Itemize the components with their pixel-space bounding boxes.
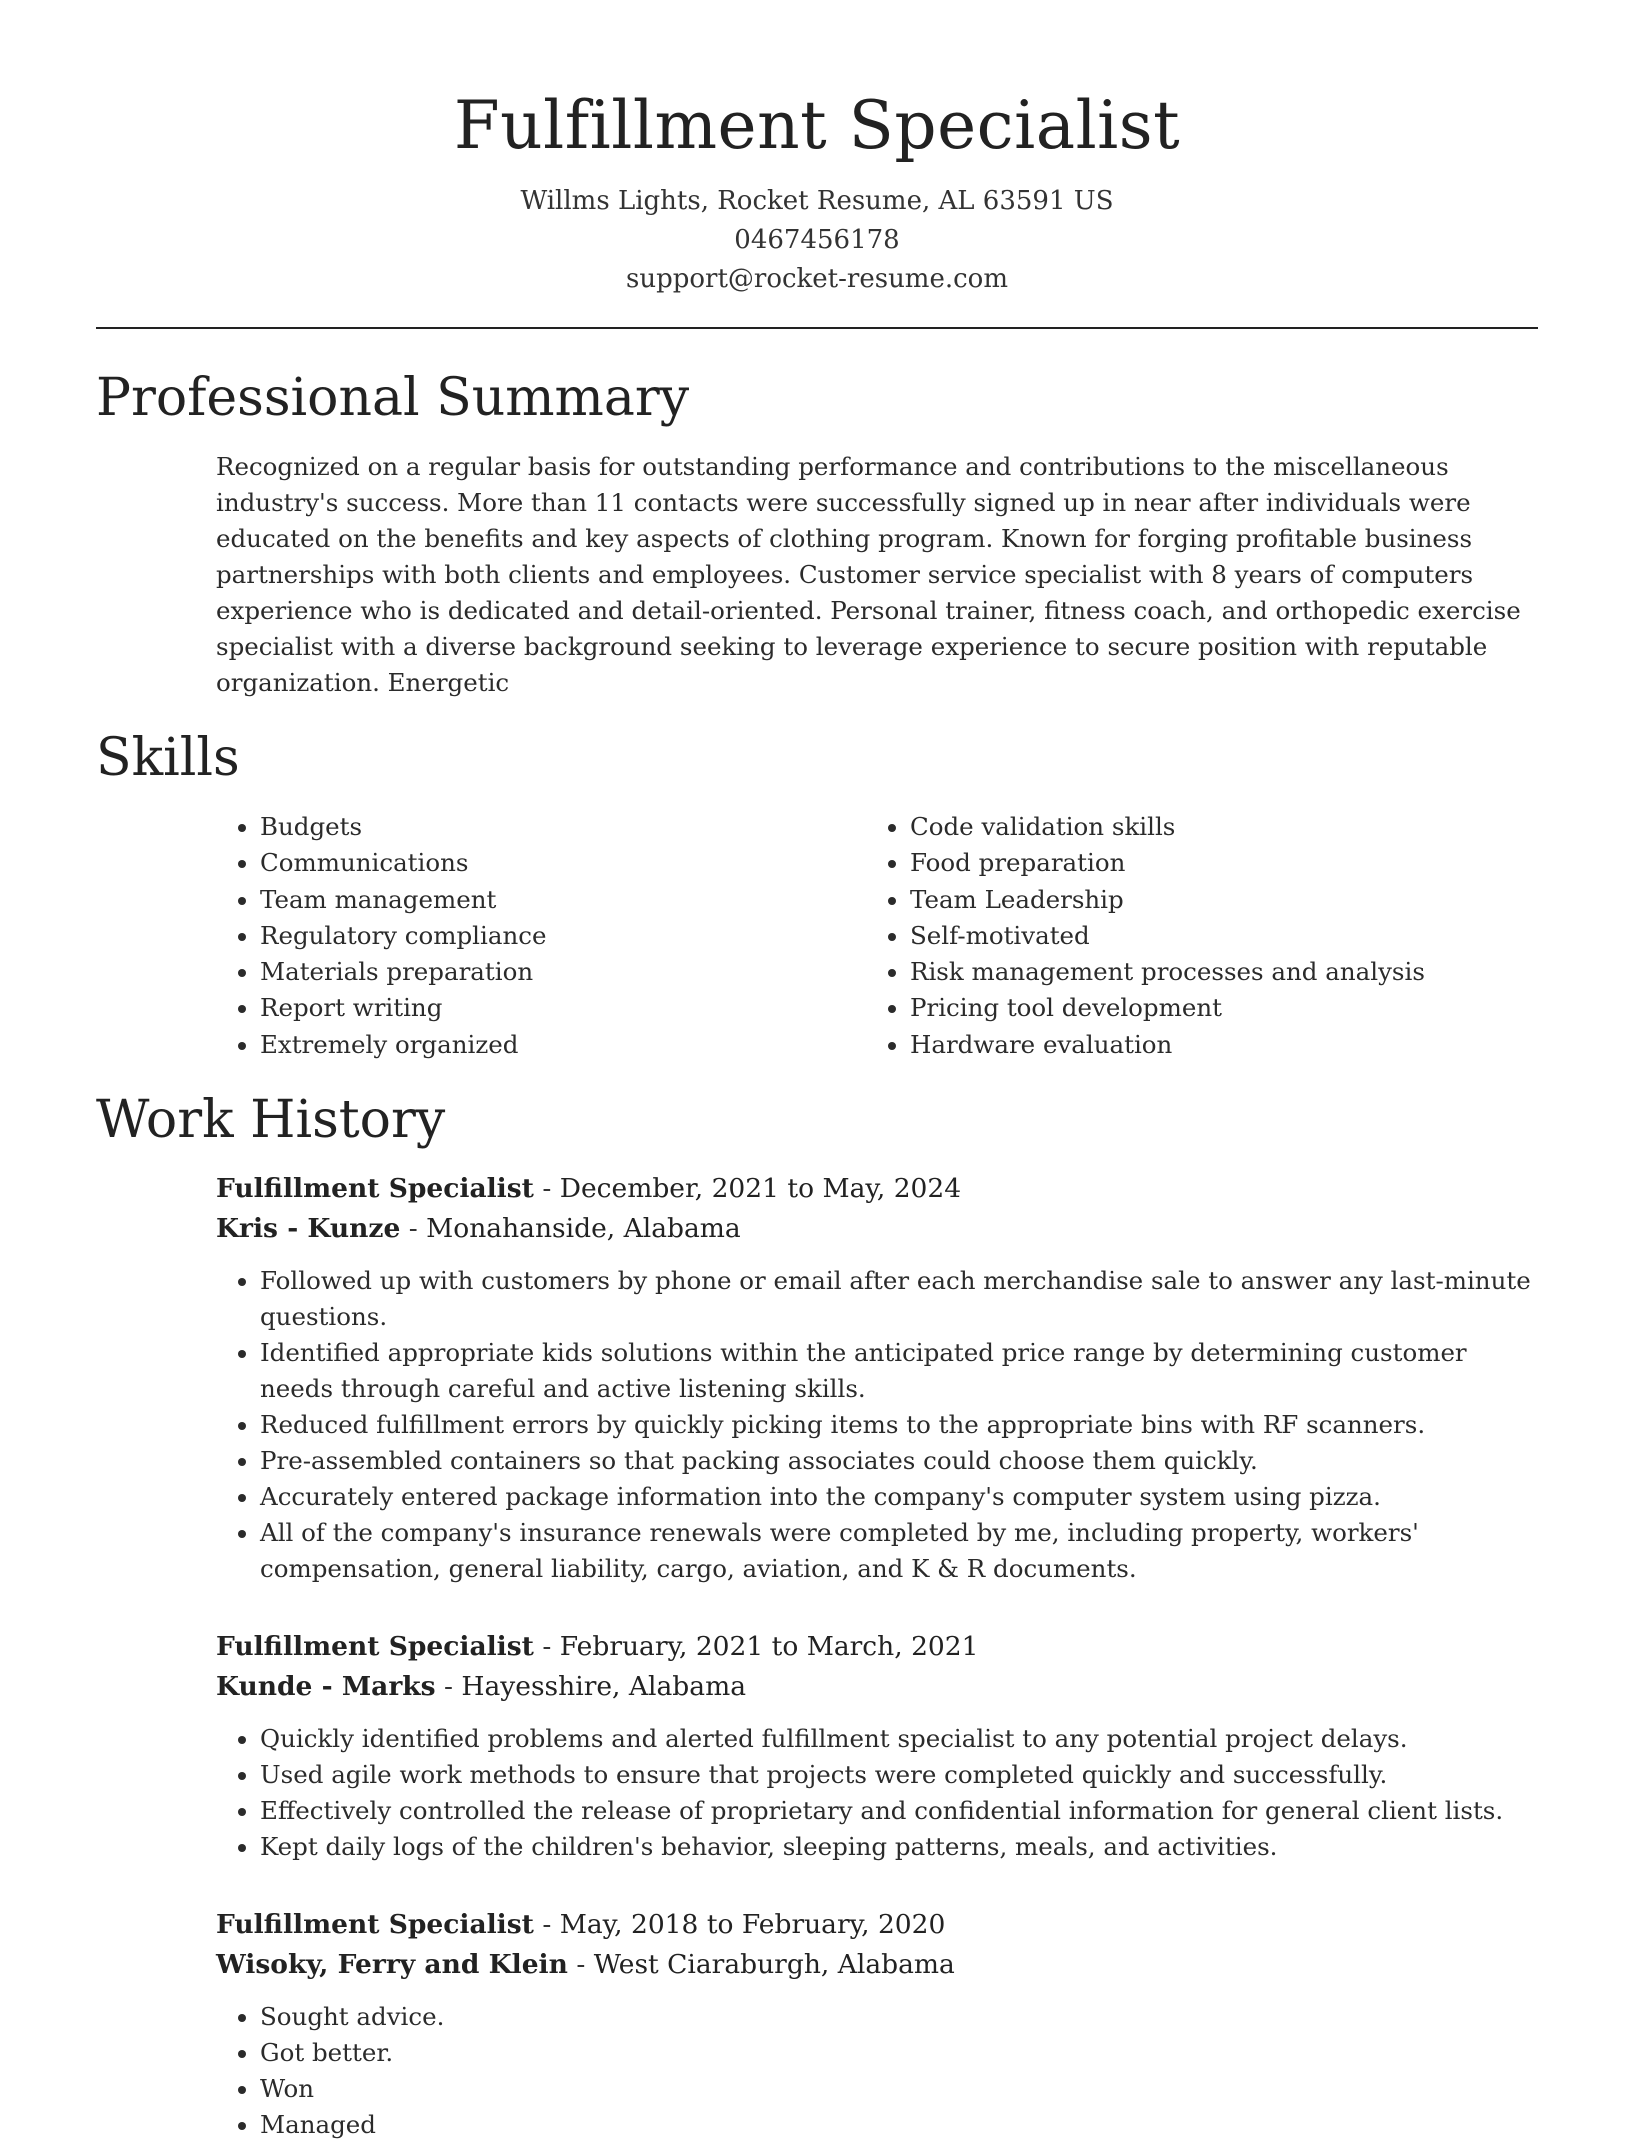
job-bullet: • Pre-assembled containers so that packing associates could choose them quickly. — [260, 1443, 1538, 1479]
job-entry — [216, 1905, 1538, 2143]
job-bullet: • Used agile work methods to ensure that projects were completed quickly and successfully. — [260, 1757, 1538, 1793]
job-bullet: • Reduced fulfillment errors by quickly picking items to the appropriate bins with RF scanners. — [260, 1407, 1538, 1443]
work-history-heading: Work History — [96, 1090, 446, 1151]
job-title: Fulfillment Specialist — [216, 1909, 534, 1941]
job-dates: May, 2018 to February, 2020 — [559, 1909, 946, 1941]
job-title: Fulfillment Specialist — [216, 1173, 534, 1205]
job-company: Wisoky, Ferry and Klein — [216, 1949, 568, 1981]
job-bullet: • Kept daily logs of the children's behavior, sleeping patterns, meals, and activities. — [260, 1829, 1538, 1865]
skill-item: • Self-motivated — [910, 918, 1516, 954]
job-bullet: • Followed up with customers by phone or email after each merchandise sale to answer any last-minute questions. — [260, 1263, 1538, 1335]
job-bullet: • Identified appropriate kids solutions within the anticipated price range by determining customer needs through careful and active listening skills. — [260, 1335, 1538, 1407]
job-bullets — [216, 1721, 1538, 1865]
job-location: West Ciaraburgh, Alabama — [593, 1949, 955, 1981]
skill-item: • Food preparation — [910, 845, 1516, 881]
job-bullets — [216, 1999, 1538, 2143]
separator: - — [567, 1949, 594, 1981]
job-bullet: • Effectively controlled the release of proprietary and confidential information for general client lists. — [260, 1793, 1538, 1829]
skill-item: • Budgets — [260, 809, 866, 845]
separator: - — [400, 1213, 427, 1245]
job-bullet: • Got better. — [260, 2035, 1538, 2071]
header-divider — [96, 327, 1538, 329]
resume-header — [96, 0, 1538, 299]
job-bullet: • Sought advice. — [260, 1999, 1538, 2035]
skill-item: • Extremely organized — [260, 1027, 866, 1063]
skills-column-right — [866, 809, 1516, 1063]
separator: - — [533, 1909, 560, 1941]
job-bullet: • All of the company's insurance renewals were completed by me, including property, workers' compensation, general liability, cargo, aviation, and K & R documents. — [260, 1515, 1538, 1587]
job-location: Hayesshire, Alabama — [461, 1671, 746, 1703]
job-title-line — [216, 1627, 1538, 1667]
job-dates: December, 2021 to May, 2024 — [559, 1173, 962, 1205]
separator: - — [435, 1671, 462, 1703]
job-bullet: • Quickly identified problems and alerted fulfillment specialist to any potential project delays. — [260, 1721, 1538, 1757]
skill-item: • Risk management processes and analysis — [910, 954, 1516, 990]
job-dates: February, 2021 to March, 2021 — [559, 1631, 979, 1663]
skill-item: • Code validation skills — [910, 809, 1516, 845]
job-company-line — [216, 1945, 1538, 1985]
summary-text: Recognized on a regular basis for outstanding performance and contributions to the miscellaneous industry's success. More than 11 contacts were successfully signed up in near after individuals were educated on the benefits and key aspects of clothing program. Known for forging profitable business partnerships with both clients and employees. Customer service specialist with 8 years of computers experience who is dedicated and detail-oriented. Personal trainer, fitness coach, and orthopedic exercise specialist with a diverse background seeking to leverage experience to secure position with reputable organization. Energetic — [216, 452, 1521, 697]
work-history-list — [96, 1169, 1538, 2143]
skills-heading: Skills — [96, 728, 240, 788]
job-title-line — [216, 1169, 1538, 1209]
skill-item: • Team management — [260, 882, 866, 918]
contact-info — [96, 182, 1538, 299]
skills-list — [216, 809, 1538, 1063]
job-company: Kunde - Marks — [216, 1671, 436, 1703]
contact-phone: 0467456178 — [734, 225, 900, 255]
job-bullet: • Accurately entered package information into the company's computer system using pizza. — [260, 1479, 1538, 1515]
job-bullet: • Managed — [260, 2107, 1538, 2143]
job-company-line — [216, 1209, 1538, 1249]
skill-item: • Regulatory compliance — [260, 918, 866, 954]
contact-address: Willms Lights, Rocket Resume, AL 63591 US — [520, 186, 1114, 216]
job-location: Monahanside, Alabama — [426, 1213, 741, 1245]
job-title: Fulfillment Specialist — [216, 1631, 534, 1663]
separator: - — [533, 1173, 560, 1205]
resume-page — [96, 0, 1538, 2143]
summary-heading: Professional Summary — [96, 368, 690, 428]
skill-item: • Communications — [260, 845, 866, 881]
job-title-line — [216, 1905, 1538, 1945]
resume-name: Fulfillment Specialist — [453, 87, 1181, 164]
job-bullet: • Won — [260, 2071, 1538, 2107]
job-entry — [216, 1627, 1538, 1865]
job-entry — [216, 1169, 1538, 1587]
skill-item: • Report writing — [260, 990, 866, 1026]
skill-item: • Materials preparation — [260, 954, 866, 990]
skills-column-left — [216, 809, 866, 1063]
separator: - — [533, 1631, 560, 1663]
job-company-line — [216, 1667, 1538, 1707]
contact-email: support@rocket-resume.com — [625, 264, 1008, 294]
skill-item: • Team Leadership — [910, 882, 1516, 918]
skill-item: • Hardware evaluation — [910, 1027, 1516, 1063]
skill-item: • Pricing tool development — [910, 990, 1516, 1026]
job-bullets — [216, 1263, 1538, 1587]
job-company: Kris - Kunze — [216, 1213, 401, 1245]
